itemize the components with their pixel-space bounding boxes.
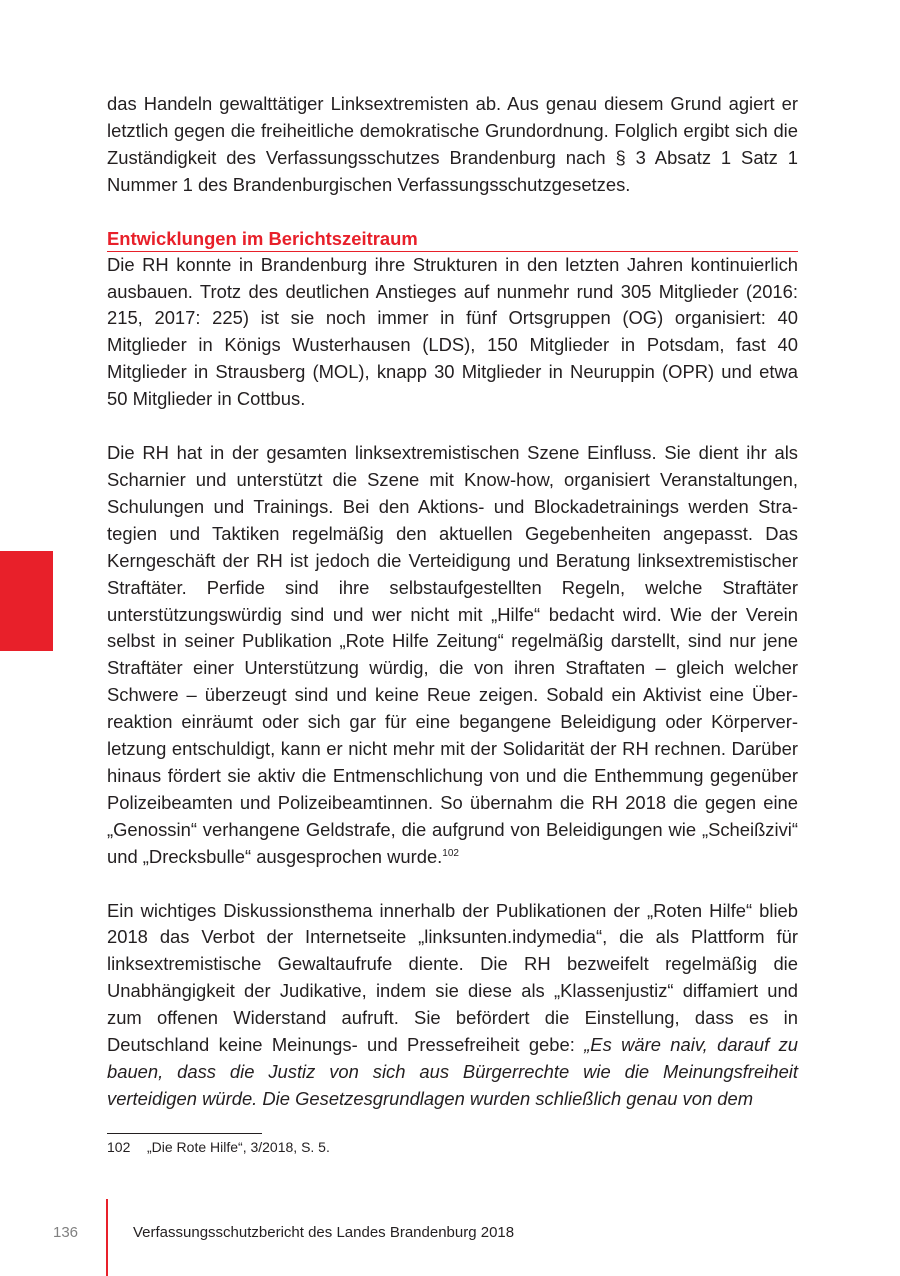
paragraph-3-text: Die RH hat in der gesamten linksextremistischen Szene Einfluss. Sie dient ihr als Scharnier und unterstützt die Szene mit Know-how, organisiert Veranstaltungen, Schulungen und Trainings. Bei den Aktions- und Blockadetrainings werden Strategien und Taktiken regelmäßig den aktuellen Gegebenheiten angepasst. Das Kerngeschäft der RH ist jedoch die Verteidigung und Beratung linksextremistischer Straftäter. Perfide sind ihre selbstaufgestellten Regeln, welche Straftäter unterstützungswürdig sind und wer nicht mit „Hilfe“ bedacht wird. Wie der Verein selbst in seiner Publikation „Rote Hilfe Zeitung“ regelmäßig darstellt, sind nur jene Straftäter einer Unterstützung würdig, die von ihren Straftaten – gleich welcher Schwere – überzeugt sind und keine Reue zeigen. Sobald ein Aktivist eine Überreaktion einräumt oder sich gar für eine begangene Beleidigung oder Körperverletzung entschuldigt, kann er nicht mehr mit der Solidarität der RH rechnen. Darüber hinaus fördert sie aktiv die Entmenschlichung von und die Enthemmung gegenüber Polizeibeamten und Polizeibeamtinnen. So übernahm die RH 2018 die gegen eine „Genossin“ verhangene Geldstrafe, die aufgrund von Beleidigungen wie „Scheißzivi“ und „Drecksbulle“ ausgesprochen wurde. <box>107 442 798 867</box>
footnote-number: 102 <box>107 1139 131 1155</box>
page-number: 136 <box>53 1224 79 1241</box>
section-heading: Entwicklungen im Berichtszeitraum <box>107 228 798 252</box>
main-text <box>107 91 798 1113</box>
footer-divider <box>106 1199 108 1276</box>
footnote-divider <box>107 1133 262 1134</box>
paragraph-2: Die RH konnte in Brandenburg ihre Strukturen in den letzten Jahren kontinuierlich ausbauen. Trotz des deutlichen Anstieges auf nunmehr rund 305 Mitglieder (2016: 215, 2017: 225) ist sie noch immer in fünf Ortsgruppen (OG) organisiert: 40 Mitglieder in Königs Wusterhausen (LDS), 150 Mitglieder in Potsdam, fast 40 Mitglieder in Strausberg (MOL), knapp 30 Mitglieder in Neuruppin (OPR) und etwa 50 Mitglieder in Cottbus. <box>107 253 798 410</box>
paragraph-3 <box>107 440 798 871</box>
footnote <box>107 1138 330 1156</box>
paragraph-4-text: Ein wichtiges Diskussionsthema innerhalb der Publikationen der „Roten Hilfe“ blieb 2018 das Verbot der Internetseite „linksunten.indymedia“, die als Plattform für linksextremistische Gewaltaufrufe diente. Die RH bezweifelt regelmäßig die Unabhängigkeit der Judikative, indem sie diese als „Klassenjustiz“ diffamiert und zum offenen Widerstand aufruft. Sie befördert die Einstellung, dass es in Deutschland keine Meinungs- und Pressefreiheit gebe: <box>107 899 798 1056</box>
footnote-reference[interactable]: 102 <box>442 847 459 859</box>
footnote-text: „Die Rote Hilfe“, 3/2018, S. 5. <box>147 1139 330 1155</box>
paragraph-1: das Handeln gewalttätiger Linksextremisten ab. Aus genau diesem Grund agiert er letztlich gegen die freiheitliche demokratische Grundordnung. Folglich ergibt sich die Zuständigkeit des Verfassungsschutzes Brandenburg nach § 3 Absatz 1 Satz 1 Nummer 1 des Brandenburgischen Verfassungsschutzgesetzes. <box>107 93 798 195</box>
footer-title: Verfassungsschutzbericht des Landes Brandenburg 2018 <box>133 1224 515 1241</box>
paragraph-4-quote: „Es wäre naiv, darauf zu bauen, dass die Justiz von sich aus Bürgerrechte wie die Meinungsfreiheit verteidigen würde. Die Gesetzesgrundlagen wurden schließlich genau von dem <box>107 1034 798 1109</box>
chapter-tab-marker <box>0 551 53 651</box>
paragraph-4 <box>107 898 798 1113</box>
